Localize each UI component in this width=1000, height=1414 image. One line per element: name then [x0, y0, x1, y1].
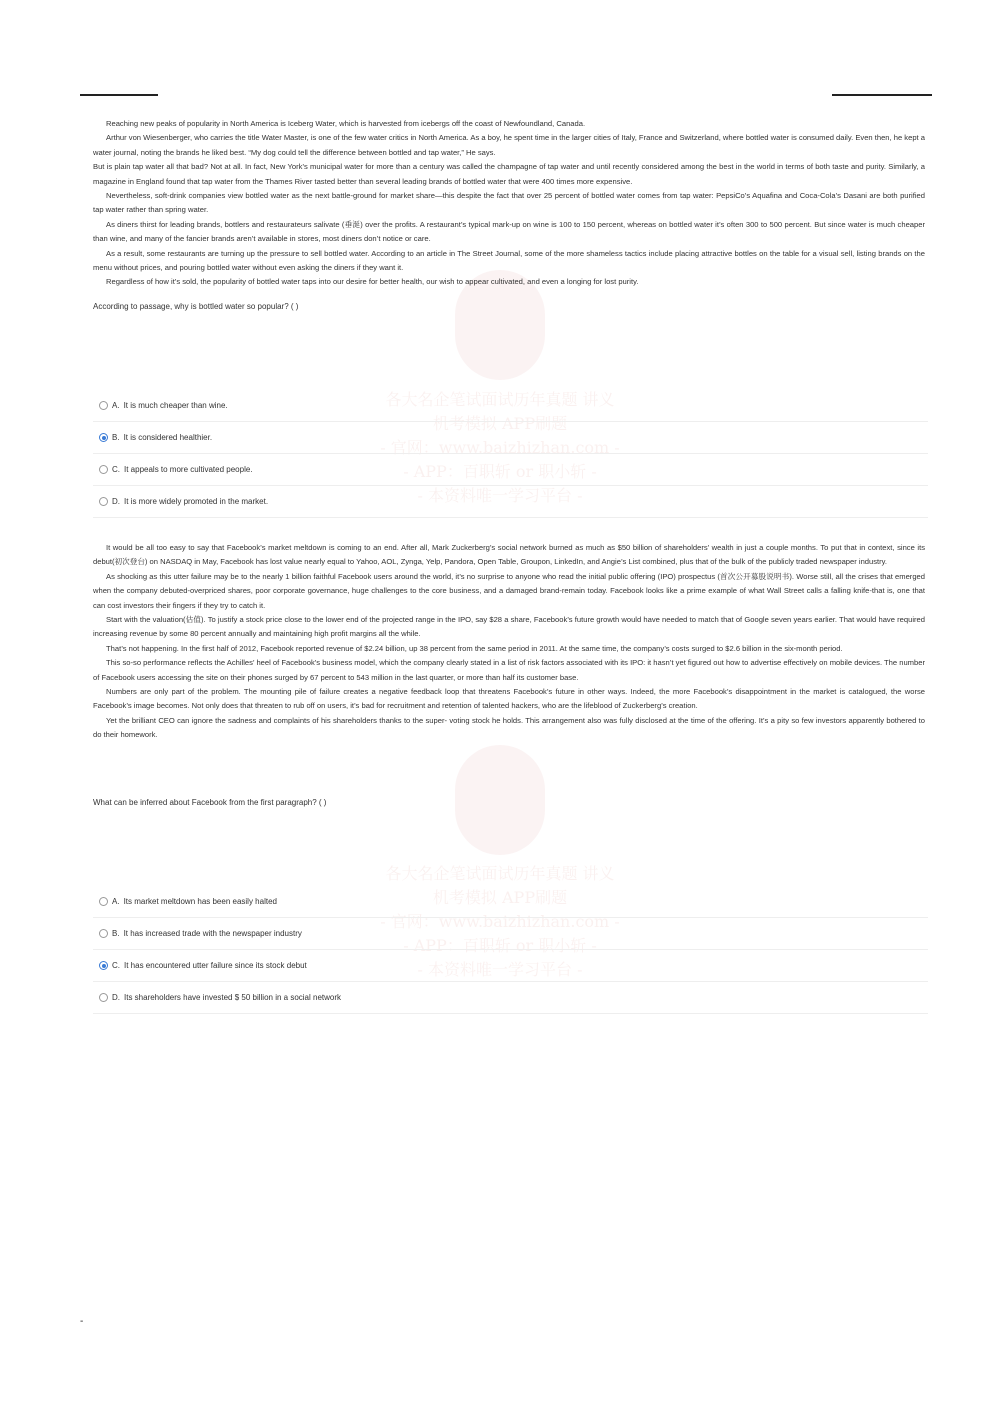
passage-paragraph: But is plain tap water all that bad? Not at all. In fact, New York’s municipal water for more than a century was called the champagne of tap water and until recently considered among the best in the world in terms of both taste and purity. Similarly, a magazine in England found that tap water from the Thames River tasted better than several leading brands of bottled water that were 400 times more expensive.	[93, 162, 925, 186]
option-c[interactable]	[93, 454, 928, 486]
radio-icon[interactable]	[99, 993, 108, 1002]
passage-2	[93, 541, 925, 743]
passage-paragraph: As shocking as this utter failure may be to the nearly 1 billion faithful Facebook users around the world, it’s no surprise to anyone who read the initial public offering (IPO) prospectus (首次公开募股说明书). Worse still, all the crises that emerged when the company debuted-overpriced shares, poor corporate governance, huge challenges to the core business, and a damaged brand-remain today. Facebook looks like a prime example of what Wall Street calls a falling knife-that is, one that can cost investors their fingers if they try to catch it.	[93, 571, 925, 610]
radio-checked-icon[interactable]	[99, 433, 108, 442]
passage-paragraph: Regardless of how it’s sold, the popularity of bottled water taps into our desire for better health, our wish to appear cultivated, and even a longing for lost purity.	[106, 277, 639, 287]
radio-icon[interactable]	[99, 465, 108, 474]
option-letter: D.	[112, 497, 120, 506]
passage-paragraph: Numbers are only part of the problem. The mounting pile of failure creates a negative feedback loop that threatens Facebook’s future in other ways. Indeed, the more Facebook’s disappointment in the market is catalogued, the worse Facebook’s image becomes. Not only does that threaten to rub off on users, it’s bad for recruitment and retention of talented hackers, who are the lifeblood of Zuckerberg’s creation.	[93, 687, 925, 711]
radio-icon[interactable]	[99, 401, 108, 410]
option-letter: D.	[112, 993, 120, 1002]
radio-icon[interactable]	[99, 897, 108, 906]
footer-dash: -	[80, 1316, 84, 1327]
option-letter: A.	[112, 401, 120, 410]
passage-paragraph: As diners thirst for leading brands, bottlers and restaurateurs salivate (垂涎) over the profits. A restaurant’s typical mark-up on wine is 100 to 150 percent, whereas on bottled water it’s often 300 to 500 percent. But since water is much cheaper than wine, and many of the fancier brands aren’t available in stores, most diners don’t notice or care.	[93, 219, 925, 244]
header-rule-left	[80, 94, 158, 96]
option-a[interactable]	[93, 390, 928, 422]
passage-paragraph: Yet the brilliant CEO can ignore the sadness and complaints of his shareholders thanks to the super- voting stock he holds. This arrangement also was fully disclosed at the time of the offering. It’s a pity so few investors apparently bothered to do their homework.	[93, 715, 925, 740]
option-letter: B.	[112, 433, 120, 442]
option-b[interactable]	[93, 422, 928, 454]
option-text: It has increased trade with the newspaper industry	[123, 929, 302, 938]
watermark-line: - APP：百职斩 or 职小斩 -	[403, 936, 597, 955]
passage-paragraph: Reaching new peaks of popularity in North America is Iceberg Water, which is harvested from icebergs off the coast of Newfoundland, Canada.	[106, 119, 586, 128]
option-d[interactable]	[93, 486, 928, 518]
radio-checked-icon[interactable]	[99, 961, 108, 970]
option-text: It is considered healthier.	[123, 433, 213, 442]
watermark-line: - 本资料唯一学习平台 -	[417, 486, 583, 505]
question-1-prompt: According to passage, why is bottled water so popular? ( )	[93, 302, 299, 311]
question-2-prompt: What can be inferred about Facebook from the first paragraph? ( )	[93, 798, 327, 807]
header-rule-right	[832, 94, 932, 96]
watermark-line: 各大名企笔试面试历年真题 讲义	[385, 390, 615, 409]
passage-1	[93, 117, 925, 290]
option-text: It is much cheaper than wine.	[123, 401, 228, 410]
radio-icon[interactable]	[99, 929, 108, 938]
option-letter: C.	[112, 465, 120, 474]
watermark-line: 各大名企笔试面试历年真题 讲义	[385, 864, 615, 883]
passage-paragraph: Arthur von Wiesenberger, who carries the title Water Master, is one of the few water critics in North America. As a boy, he spent time in the larger cities of Italy, France and Switzerland, where bottled water is consumed daily. Even then, he kept a water journal, noting the brands he liked best. “My dog could tell the difference between bottled and tap water,” He says.	[93, 133, 925, 157]
passage-paragraph: It would be all too easy to say that Facebook’s market meltdown is coming to an end. After all, Mark Zuckerberg’s social network burned as much as $50 billion of shareholders’ wealth in just a couple months. To put that in context, since its debut(初次登台) on NASDAQ in May, Facebook has lost value nearly equal to Yahoo, AOL, Zynga, Yelp, Pandora, Open Table, Groupon, LinkedIn, and Angie’s List combined, plus that of the bulk of the publicly traded newspaper industry.	[93, 543, 925, 567]
option-d[interactable]	[93, 982, 928, 1014]
watermark-line: 机考模拟 APP刷题	[432, 888, 568, 907]
option-text: Its market meltdown has been easily halted	[123, 897, 277, 906]
watermark-line: 机考模拟 APP刷题	[432, 414, 568, 433]
option-letter: B.	[112, 929, 120, 938]
watermark-line: - 本资料唯一学习平台 -	[417, 960, 583, 979]
passage-paragraph: As a result, some restaurants are turning up the pressure to sell bottled water. According to an article in The Street Journal, some of the more shameless tactics include placing attractive bottles on the table for a visual sell, listing brands on the menu without prices, and pouring bottled water without even asking the diners if they want it.	[93, 248, 925, 273]
option-b[interactable]	[93, 918, 928, 950]
watermark-line: - 官网：www.baizhizhan.com -	[380, 912, 620, 931]
option-c[interactable]	[93, 950, 928, 982]
option-letter: A.	[112, 897, 120, 906]
option-text: Its shareholders have invested $ 50 billion in a social network	[124, 993, 342, 1002]
option-a[interactable]	[93, 886, 928, 918]
passage-paragraph: This so-so performance reflects the Achilles’ heel of Facebook’s business model, which the company clearly stated in a list of risk factors associated with its IPO: it hasn’t yet figured out how to advertise effectively on mobile devices. The number of Facebook users accessing the site on their phones surged by 67 percent to 543 million in the last quarter, or more than half its customer base.	[93, 658, 925, 682]
passage-paragraph: That’s not happening. In the first half of 2012, Facebook reported revenue of $2.24 billion, up 38 percent from the same period in 2011. At the same time, the company’s costs surged to $2.6 billion in the six-month period.	[106, 643, 843, 653]
question-2-options	[93, 886, 928, 1014]
option-text: It appeals to more cultivated people.	[124, 465, 253, 474]
radio-icon[interactable]	[99, 497, 108, 506]
option-text: It has encountered utter failure since its stock debut	[124, 961, 307, 970]
option-text: It is more widely promoted in the market.	[124, 497, 269, 506]
passage-paragraph: Nevertheless, soft-drink companies view bottled water as the next battle-ground for market share—this despite the fact that over 25 percent of bottled water comes from tap water: PepsiCo’s Aquafina and Coca-Cola’s Dasani are both purified tap water rather than spring water.	[93, 191, 925, 215]
passage-paragraph: Start with the valuation(估值). To justify a stock price close to the lower end of the projected range in the IPO, say $28 a share, Facebook’s future growth would have needed to match that of Google seven years earlier. That would have required increasing revenue by some 80 percent annually and maintaining high profit margins all the while.	[93, 615, 925, 639]
option-letter: C.	[112, 961, 120, 970]
watermark-line: - 官网：www.baizhizhan.com -	[380, 438, 620, 457]
question-1-options	[93, 390, 928, 518]
watermark-seal-2	[455, 745, 545, 855]
watermark-line: - APP：百职斩 or 职小斩 -	[403, 462, 597, 481]
